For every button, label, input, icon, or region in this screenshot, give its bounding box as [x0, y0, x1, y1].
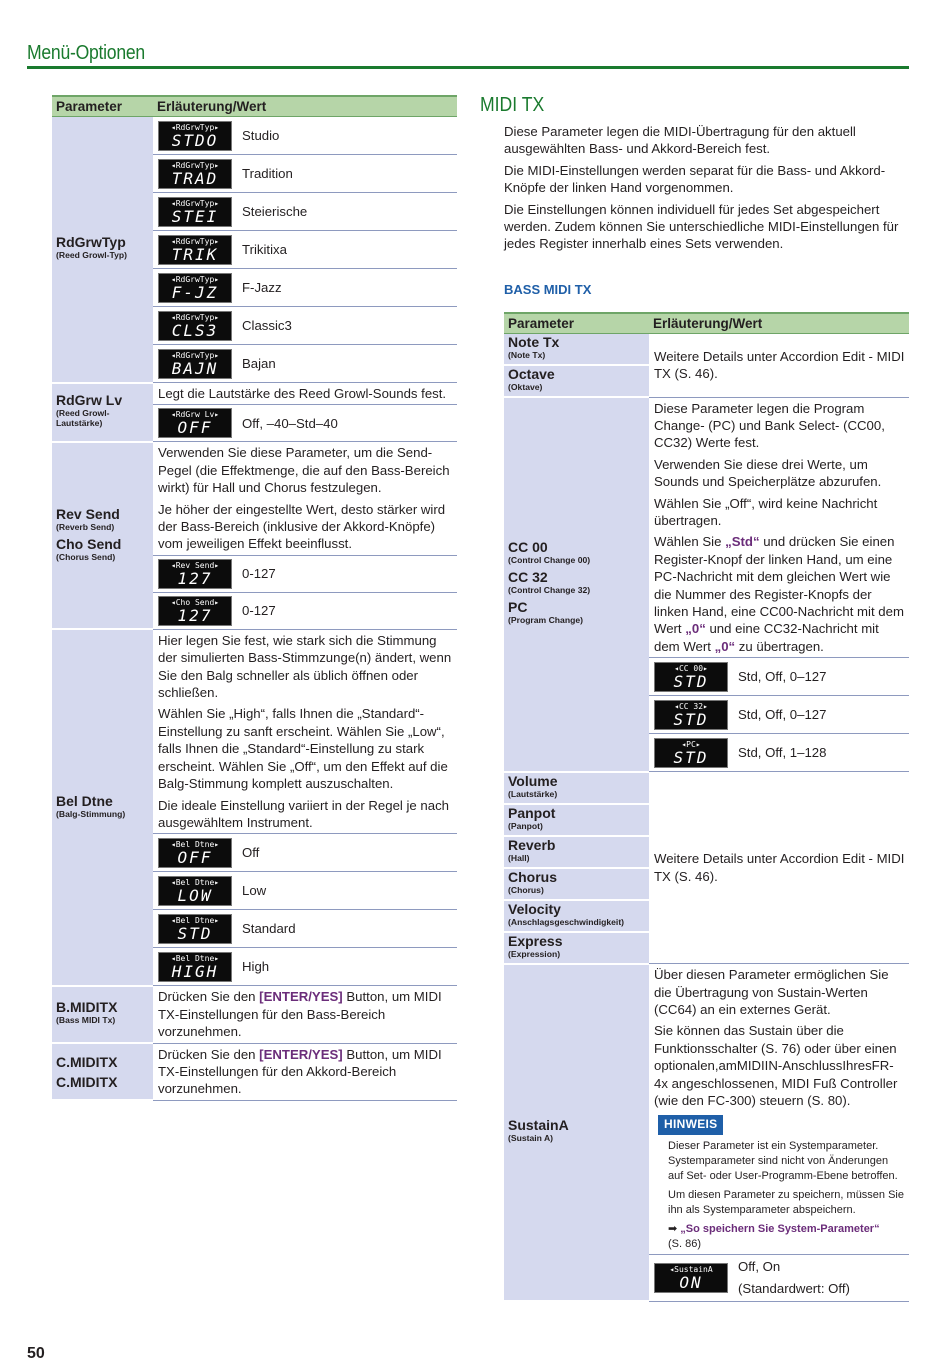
option-label: Tradition — [242, 165, 293, 181]
lcd-display: ◂Rev Send▸ 127 — [158, 559, 232, 589]
param-desc: Weitere Details unter Accordion Edit - MIDI TX (S. 46). — [649, 772, 909, 964]
param-cmiditx: C.MIDITX C.MIDITX — [52, 1043, 153, 1100]
param-desc: Weitere Details unter Accordion Edit - MIDI TX (S. 46). — [649, 334, 909, 398]
enter-yes-key: [ENTER/YES] — [259, 989, 343, 1005]
system-param-link[interactable]: „So speichern Sie System-Parameter“ — [680, 1222, 880, 1235]
param-sustaina: SustainA (Sustain A) — [504, 964, 649, 1301]
option-label: F-Jazz — [242, 279, 282, 295]
option-label: Steierische — [242, 203, 308, 219]
lcd-display: ◂Bel Dtne▸ OFF — [158, 838, 232, 868]
lcd-display: ◂RdGrwTyp▸ TRAD — [158, 159, 232, 189]
param-notetx: Note Tx (Note Tx) — [504, 334, 649, 366]
option-label: Std, Off, 0–127 — [738, 706, 827, 722]
default-value: (Standardwert: Off) — [738, 1281, 850, 1297]
page-header-title: Menü-Optionen — [27, 42, 145, 64]
lcd-display: ◂Bel Dtne▸ STD — [158, 914, 232, 944]
param-desc: Über diesen Parameter ermöglichen Sie die Übertragung von Sustain-Werten (CC64) an ein externes Gerät. Sie können das Sustain über die Funktionsschalter (S. 76) oder über einen optionalen,amMIDIIN-AnschlussIhresFR-4x angeschlossenen, MIDI Fuß Controller (wie den FC-300) steuern (S. 80). HINWEIS Dieser Parameter ist ein Systemparameter. Systemparameter sind nicht von Änderungen auf Set- oder User-Programm-Ebene betroffen. Um diesen Parameter zu speichern, müssen Sie ihn als Systemparameter abspeichern. ➡ „So speichern Sie System-Parameter“ (S. 86) — [649, 964, 909, 1255]
enter-yes-key: [ENTER/YES] — [259, 1046, 343, 1062]
lcd-display: ◂CC 32▸ STD — [654, 700, 728, 730]
param-desc: Diese Parameter legen die Program Change- (PC) und Bank Select- (CC00, CC32) Werte fest. Verwenden Sie diese drei Werte, um Sounds und Speicherplätze abzurufen. Wählen Sie „Off“, wird keine Nachricht übertragen. Wählen Sie „Std“ und drücken Sie einen Register-Knopf der linken Hand, um eine PC-Nachricht mit dem gleichen Wert wie die Nummer des Register-Knopfs der linken Hand, eine CC00-Nachricht mit dem Wert „0“ und eine CC32-Nachricht mit dem Wert „0“ zu übertragen. — [649, 397, 909, 658]
option-label: Trikitixa — [242, 241, 287, 257]
param-desc: Drücken Sie den [ENTER/YES] Button, um MIDI TX-Einstellungen für den Bass-Bereich vorzunehmen. — [153, 986, 457, 1043]
param-express: Express (Expression) — [504, 932, 649, 964]
option-label: Off, On — [738, 1258, 781, 1274]
param-rdgrwlv: RdGrw Lv (Reed Growl-Lautstärke) — [52, 383, 153, 442]
param-chorus: Chorus (Chorus) — [504, 868, 649, 900]
lcd-display: ◂CC 00▸ STD — [654, 662, 728, 692]
param-desc: Verwenden Sie diese Parameter, um die Send-Pegel (die Effektmenge, die auf den Bass-Bereich wirkt) für Hall und Chorus festzulegen. Je höher der eingestellte Wert, desto stärker wird der Bass-Bereich (inklusive der Akkord-Knöpfe) vom jeweiligen Effekt beeinflusst. — [153, 442, 457, 555]
param-reverb: Reverb (Hall) — [504, 836, 649, 868]
lcd-display: ◂SustainA ON — [654, 1263, 728, 1293]
lcd-display: ◂Bel Dtne▸ HIGH — [158, 952, 232, 982]
bass-midi-tx-title: BASS MIDI TX — [504, 282, 592, 297]
option-label: 0-127 — [242, 566, 276, 582]
lcd-display: ◂RdGrwTyp▸ STDO — [158, 121, 232, 151]
bass-midi-table — [504, 312, 909, 1302]
lcd-display: ◂RdGrwTyp▸ TRIK — [158, 235, 232, 265]
note-badge: HINWEIS — [658, 1115, 723, 1134]
page-number: 50 — [27, 1345, 45, 1362]
left-parameter-table — [52, 95, 457, 1101]
param-cc-group: CC 00 (Control Change 00) CC 32 (Control Change 32) PC (Program Change) — [504, 397, 649, 772]
col-header-parameter: Parameter — [504, 313, 649, 334]
param-desc: Hier legen Sie fest, wie stark sich die Stimmung der simulierten Bass-Stimmzunge(n) ändert, wenn Sie den Balg schneller als üblich öffnen oder schließen. Wählen Sie „High“, falls Ihnen die „Standard“-Einstellung zu sanft erscheint. Wählen Sie „Low“, falls Ihnen die „Standard“-Einstellung zu stark erscheint. Wählen Sie „Off“, um den Effekt auf die Balg-Stimmung komplett auszuschalten. Die ideale Einstellung variiert in der Regel je nach ausgewähltem Instrument. — [153, 629, 457, 833]
system-param-note: Dieser Parameter ist ein Systemparameter. Systemparameter sind nicht von Änderungen auf Set- oder User-Programm-Ebene betroffen. Um diesen Parameter zu speichern, müssen Sie ihn als Systemparameter abspeichern. ➡ „So speichern Sie System-Parameter“ (S. 86) — [668, 1139, 904, 1250]
param-send: Rev Send (Reverb Send) Cho Send (Chorus Send) — [52, 442, 153, 629]
param-desc: Drücken Sie den [ENTER/YES] Button, um MIDI TX-Einstellungen für den Akkord-Bereich vorzunehmen. — [153, 1043, 457, 1100]
option-label: Off — [242, 845, 260, 861]
arrow-right-icon: ➡ — [668, 1222, 681, 1235]
col-header-parameter: Parameter — [52, 96, 153, 117]
param-volume: Volume (Lautstärke) — [504, 772, 649, 804]
col-header-desc: Erläuterung/Wert — [649, 313, 909, 334]
col-header-desc: Erläuterung/Wert — [153, 96, 457, 117]
midi-tx-intro: Diese Parameter legen die MIDI-Übertragung für den aktuell ausgewählten Bass- und Akkord-Bereich fest. Die MIDI-Einstellungen werden separat für die Bass- und Akkord-Knöpfe der linken Hand vorgenommen. Die Einstellungen können individuell für jedes Set abgespeichert werden. Zudem können Sie unterschiedliche MIDI-Einstellungen für jedes Register innerhalb eines Sets verwenden. — [504, 124, 899, 252]
header-rule — [27, 66, 909, 69]
param-panpot: Panpot (Panpot) — [504, 804, 649, 836]
param-bmiditx: B.MIDITX (Bass MIDI Tx) — [52, 986, 153, 1043]
option-label: Std, Off, 0–127 — [738, 668, 827, 684]
option-label: Off, –40–Std–40 — [242, 415, 338, 431]
param-desc: Legt die Lautstärke des Reed Growl-Sounds fest. — [153, 383, 457, 405]
option-label: High — [242, 959, 270, 975]
lcd-display: ◂RdGrwTyp▸ F-JZ — [158, 273, 232, 303]
option-label: Classic3 — [242, 317, 292, 333]
midi-tx-title: MIDI TX — [480, 94, 545, 116]
option-label: Studio — [242, 127, 280, 143]
lcd-display: ◂Bel Dtne▸ LOW — [158, 876, 232, 906]
option-label: Bajan — [242, 355, 276, 371]
lcd-display: ◂RdGrwTyp▸ CLS3 — [158, 311, 232, 341]
lcd-display: ◂PC▸ STD — [654, 738, 728, 768]
param-velocity: Velocity (Anschlagsgeschwindigkeit) — [504, 900, 649, 932]
param-octave: Octave (Oktave) — [504, 365, 649, 397]
lcd-display: ◂Cho Send▸ 127 — [158, 596, 232, 626]
lcd-display: ◂RdGrw Lv▸ OFF — [158, 408, 232, 438]
option-label: 0-127 — [242, 603, 276, 619]
lcd-display: ◂RdGrwTyp▸ STEI — [158, 197, 232, 227]
lcd-display: ◂RdGrwTyp▸ BAJN — [158, 349, 232, 379]
option-label: Standard — [242, 921, 296, 937]
option-label: Low — [242, 883, 267, 899]
param-beldtne: Bel Dtne (Balg-Stimmung) — [52, 629, 153, 985]
option-label: Std, Off, 1–128 — [738, 744, 827, 760]
param-rdgrwtyp: RdGrwTyp (Reed Growl-Typ) — [52, 117, 153, 383]
